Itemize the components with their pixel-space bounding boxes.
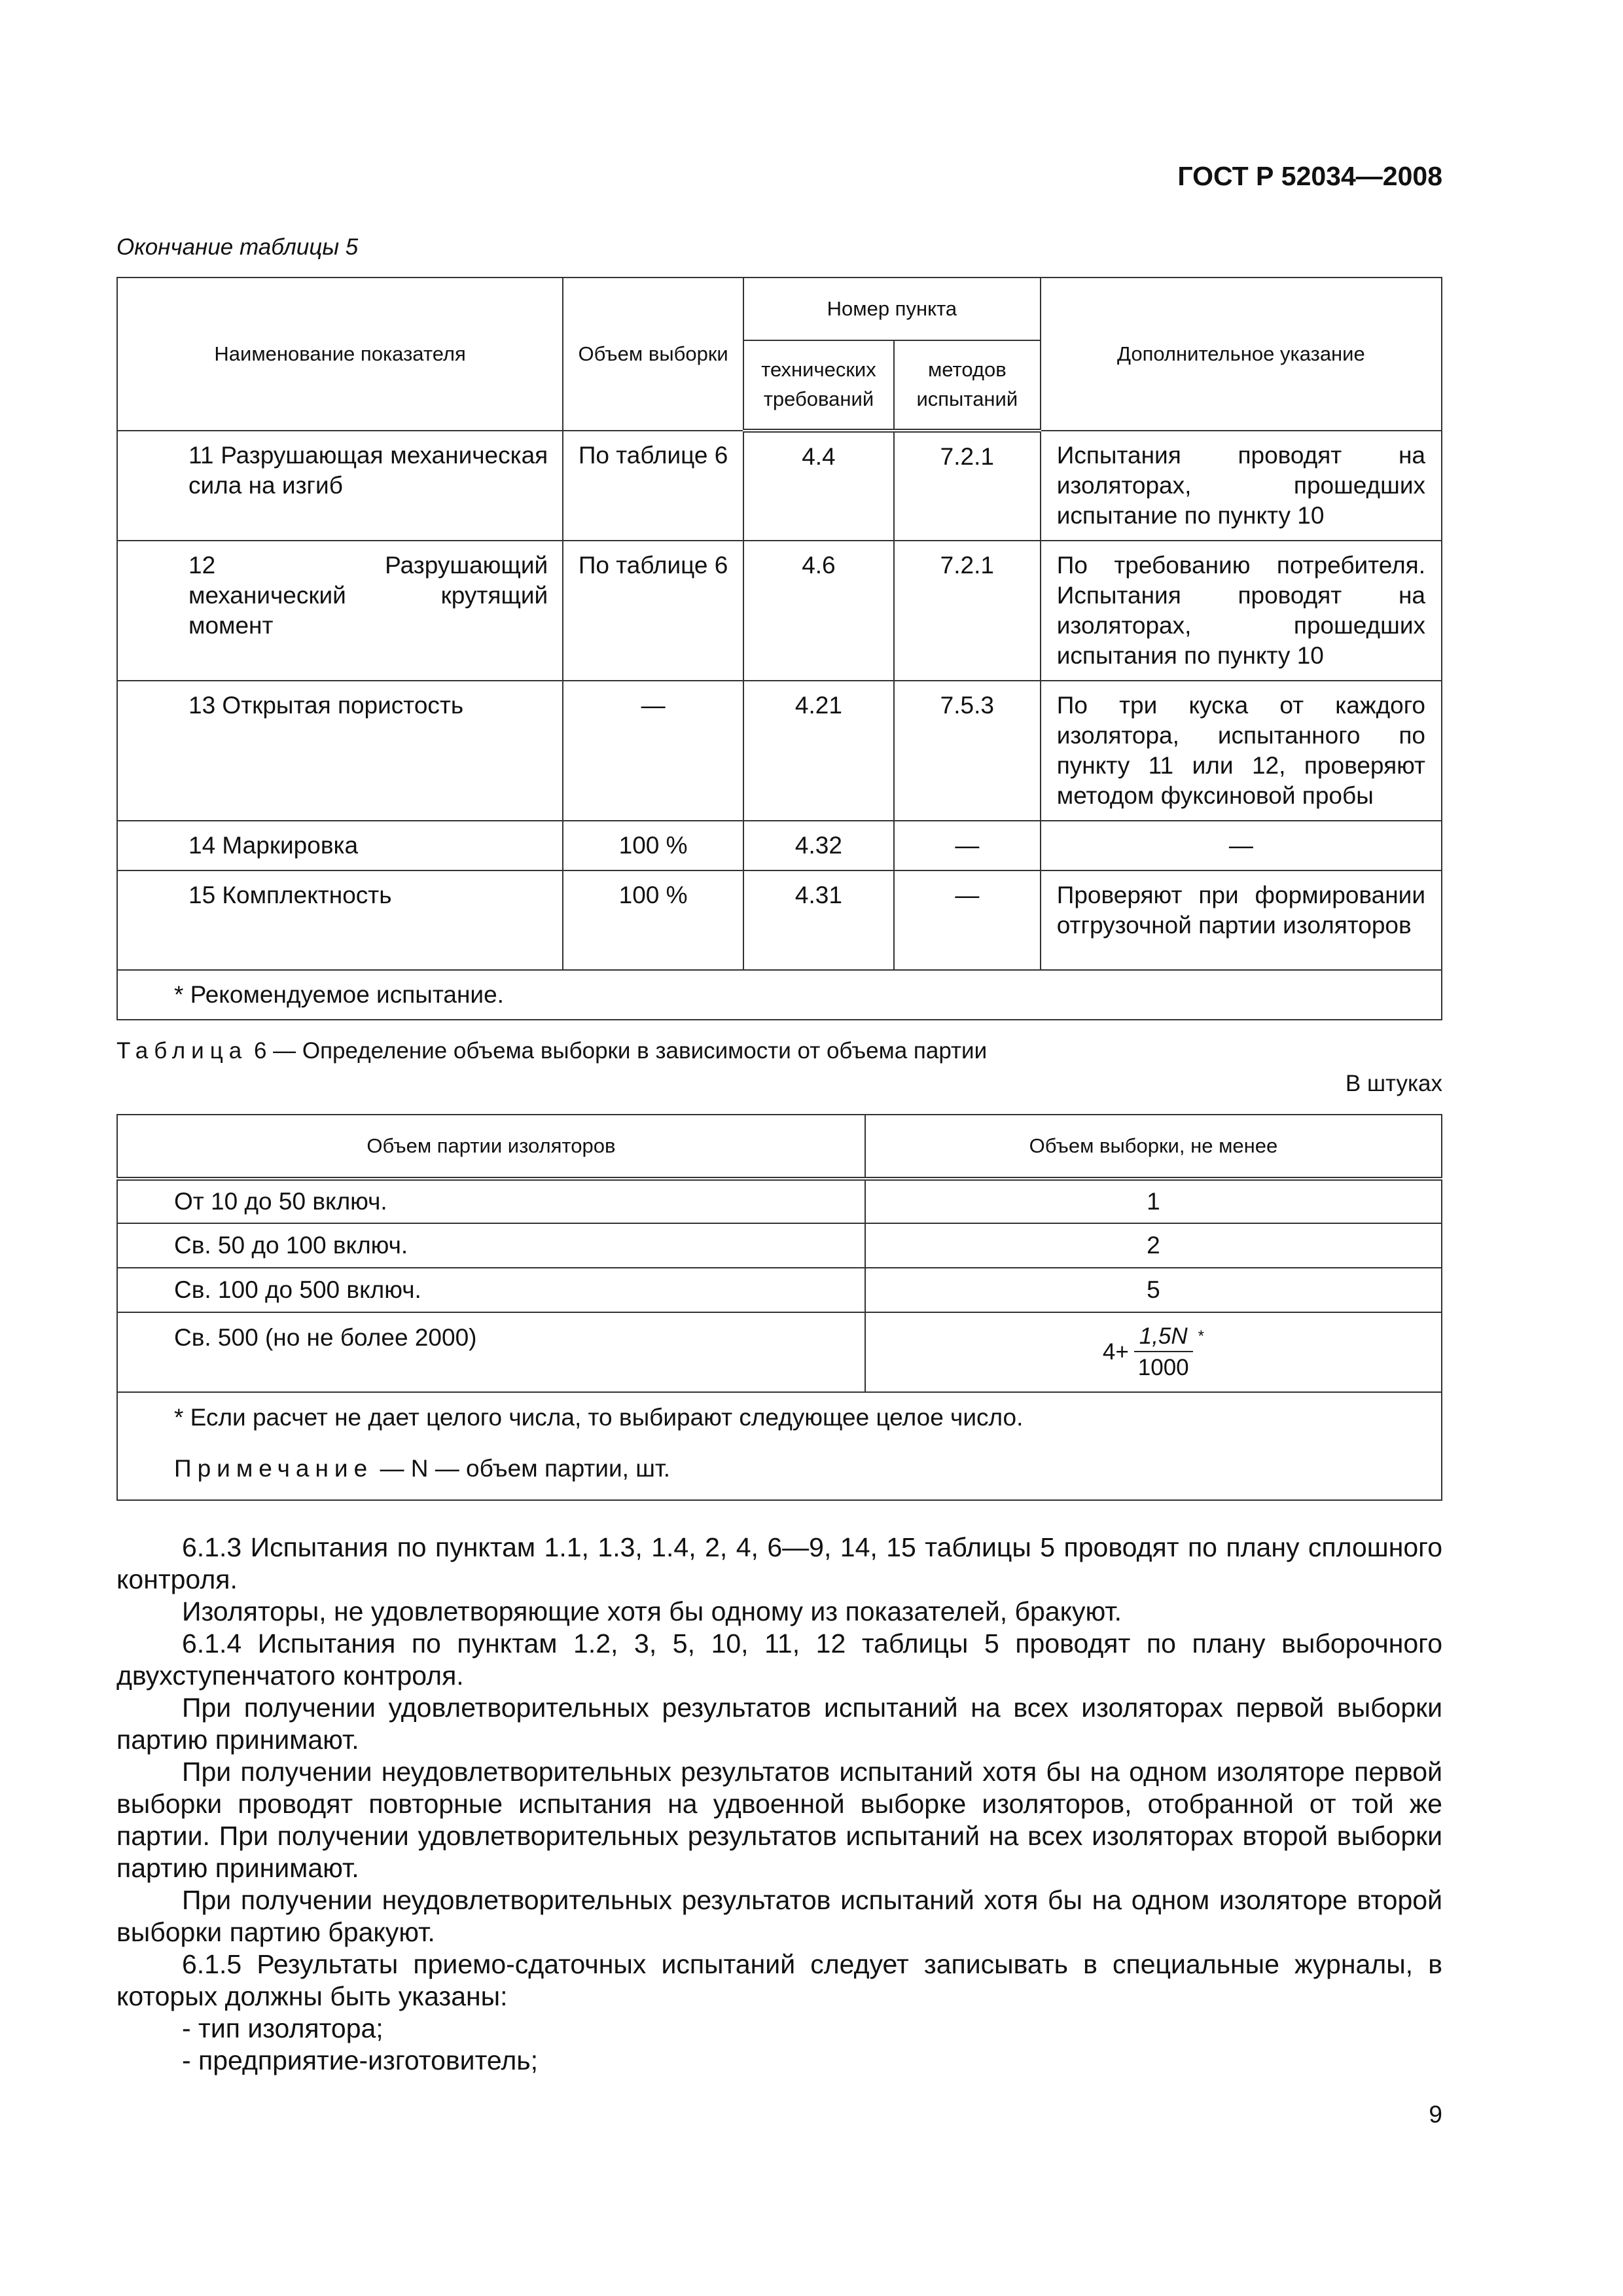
table-row [117,1179,1442,1223]
cell-tech: 4.32 [743,821,894,870]
table-6-title [116,1038,987,1064]
cell-name: 13 Открытая пористость [117,681,563,821]
header-lot-size: Объем партии изоляторов [117,1115,865,1179]
paragraph: 6.1.5 Результаты приемо-сдаточных испытаний следует записывать в специальные журналы, в которых должны быть указаны: [116,1949,1442,2011]
page-number: 9 [1429,2101,1442,2128]
cell-name: 15 Комплектность [117,870,563,970]
table-continuation-label: Окончание таблицы 5 [116,234,359,260]
cell-tech: 4.6 [743,541,894,681]
table-6-note: Примечание — N — объем партии, шт. [174,1455,670,1482]
table-row [117,1223,1442,1268]
cell-note: По три куска от каждого изолятора, испытанного по пункту 11 или 12, проверяют методом фуксиновой пробы [1041,681,1442,821]
cell-method: 7.2.1 [894,541,1041,681]
header-sample-size: Объем выборки, не менее [865,1115,1442,1179]
cell-method: 7.2.1 [894,431,1041,541]
table-6-footnotes [117,1392,1442,1500]
cell-sample-formula [865,1312,1442,1392]
sample-size-formula: 4+ $\frac{1,5N}{1000}$ * [1102,1323,1204,1380]
cell-sample: 100 % [563,821,743,870]
table-6-unit: В штуках [1345,1071,1442,1096]
cell-sample: По таблице 6 [563,541,743,681]
cell-lot: Св. 50 до 100 включ. [117,1223,865,1268]
cell-name: 12 Разрушающий механический крутящий момент [117,541,563,681]
cell-sample: 5 [865,1268,1442,1312]
cell-method: 7.5.3 [894,681,1041,821]
table-row [117,1268,1442,1312]
paragraph: При получении неудовлетворительных результатов испытаний хотя бы на одном изоляторе второй выборки партию бракуют. [116,1885,1442,1947]
table-5-footnote: * Рекомендуемое испытание. [117,970,1442,1020]
table-row [117,541,1442,681]
cell-method: — [894,821,1041,870]
cell-tech: 4.21 [743,681,894,821]
cell-lot: Св. 100 до 500 включ. [117,1268,865,1312]
table-6-title-text: 6 — Определение объема выборки в зависимости от объема партии [247,1038,988,1064]
document-code: ГОСТ Р 52034—2008 [1177,161,1442,191]
cell-sample: — [563,681,743,821]
cell-note: — [1041,821,1442,870]
table-row [117,681,1442,821]
cell-tech: 4.31 [743,870,894,970]
header-test-methods: методов испытаний [894,340,1041,431]
table-5 [116,277,1442,1020]
header-tech-req: технических требований [743,340,894,431]
paragraph: При получении неудовлетворительных результатов испытаний хотя бы на одном изоляторе первой выборки проводят повторные испытания на удвоенной выборке изоляторов, отобранной от той же партии. При получении удовлетворительных результатов испытаний на всех изоляторах второй выборки партию принимают. [116,1757,1442,1883]
body-text [116,1532,1442,2077]
table-6 [116,1114,1442,1501]
paragraph: При получении удовлетворительных результатов испытаний на всех изоляторах первой выборки партию принимают. [116,1693,1442,1755]
cell-name: 11 Разрушающая механическая сила на изгиб [117,431,563,541]
cell-sample: 2 [865,1223,1442,1268]
header-name: Наименование показателя [117,278,563,431]
cell-note: Испытания проводят на изоляторах, прошедших испытание по пункту 10 [1041,431,1442,541]
table-row [117,821,1442,870]
paragraph: Изоляторы, не удовлетворяющие хотя бы одному из показателей, бракуют. [182,1596,1122,1626]
table-row [117,431,1442,541]
table-6-footnote: * Если расчет не дает целого числа, то выбирают следующее целое число. [174,1404,1024,1431]
header-note: Дополнительное указание [1041,278,1442,431]
cell-sample: 1 [865,1179,1442,1223]
table-row [117,1312,1442,1392]
table-row [117,870,1442,970]
paragraph: 6.1.4 Испытания по пунктам 1.2, 3, 5, 10, 11, 12 таблицы 5 проводят по плану выборочного двухступенчатого контроля. [116,1628,1442,1691]
header-sample: Объем выборки [563,278,743,431]
list-item: - предприятие-изготовитель; [182,2045,539,2075]
header-clause-number: Номер пункта [743,278,1041,340]
cell-note: По требованию потребителя. Испытания проводят на изоляторах, прошедших испытания по пункту 10 [1041,541,1442,681]
cell-lot: Св. 500 (но не более 2000) [117,1312,865,1392]
cell-tech: 4.4 [743,431,894,541]
cell-note: Проверяют при формировании отгрузочной партии изоляторов [1041,870,1442,970]
cell-name: 14 Маркировка [117,821,563,870]
cell-sample: 100 % [563,870,743,970]
list-item: - тип изолятора; [182,2013,383,2043]
paragraph: 6.1.3 Испытания по пунктам 1.1, 1.3, 1.4, 2, 4, 6—9, 14, 15 таблицы 5 проводят по плану сплошного контроля. [116,1532,1442,1594]
table-6-title-word: Таблица [116,1038,248,1064]
cell-lot: От 10 до 50 включ. [117,1179,865,1223]
cell-method: — [894,870,1041,970]
cell-sample: По таблице 6 [563,431,743,541]
